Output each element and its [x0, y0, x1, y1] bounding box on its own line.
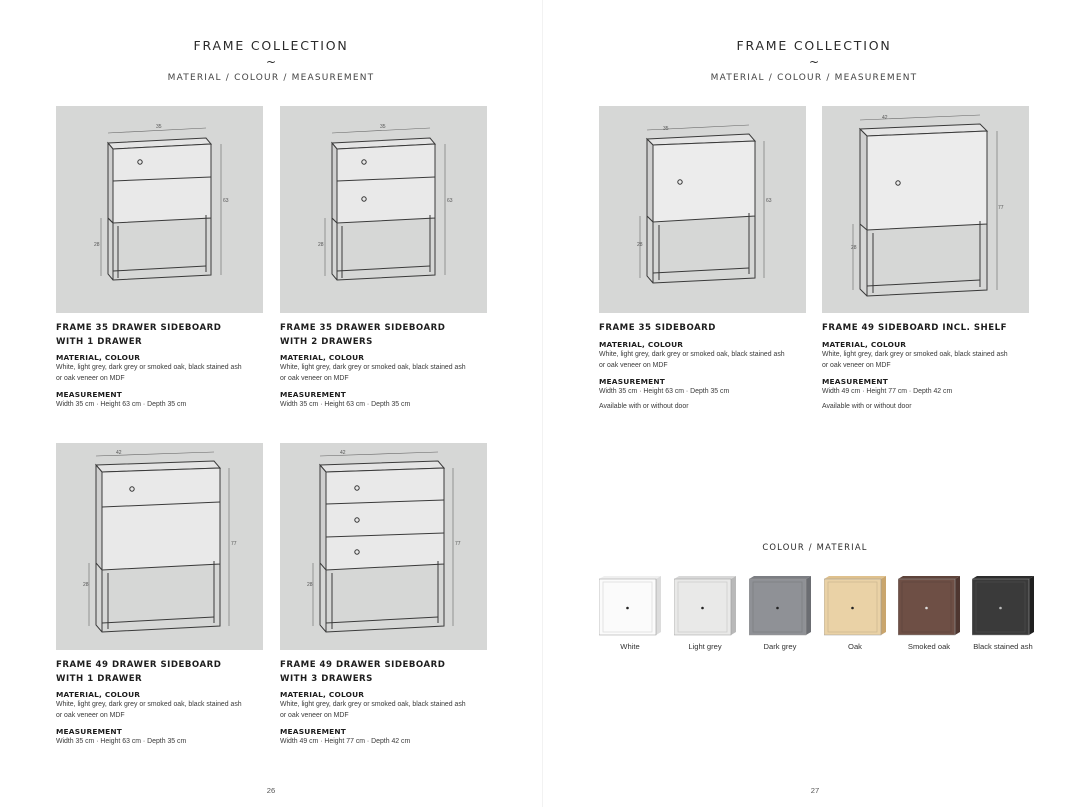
right-page-subtitle: MATERIAL / COLOUR / MEASUREMENT [710, 73, 918, 83]
material-label: MATERIAL, COLOUR [280, 690, 365, 699]
right-page-tilde: ~ [808, 55, 820, 69]
measurement-label: MEASUREMENT [280, 727, 347, 736]
spread-divider [542, 0, 543, 807]
product-card [280, 443, 487, 747]
material-line2: or oak veneer on MDF [280, 375, 349, 382]
dim-left-label: 28 [637, 242, 643, 248]
material-line2: or oak veneer on MDF [56, 712, 125, 719]
colour-swatch [674, 576, 736, 651]
product-title-line1: FRAME 49 DRAWER SIDEBOARD [56, 660, 222, 670]
product-drawing [280, 106, 487, 313]
product-drawing [56, 106, 263, 313]
measurement-text: Width 35 cm · Height 63 cm · Depth 35 cm [599, 387, 730, 395]
dim-right-label: 63 [223, 198, 229, 204]
dim-top-label: 35 [156, 124, 162, 130]
material-line1: White, light grey, dark grey or smoked oak, black stained ash [56, 701, 242, 708]
left-page-header [61, 38, 481, 83]
swatch-box [824, 576, 886, 636]
swatch-label: Light grey [688, 642, 722, 651]
dim-right-label: 77 [231, 541, 237, 547]
measurement-text: Width 35 cm · Height 63 cm · Depth 35 cm [56, 401, 187, 408]
colour-swatch [972, 576, 1034, 651]
product-card [280, 106, 487, 410]
availability-note: Available with or without door [599, 402, 689, 410]
left-page-tilde: ~ [265, 55, 277, 69]
left-page-title: FRAME COLLECTION [193, 38, 349, 53]
product-title-line1: FRAME 49 DRAWER SIDEBOARD [280, 660, 446, 670]
dim-top-label: 35 [663, 126, 669, 132]
product-title-line1: FRAME 35 DRAWER SIDEBOARD [280, 323, 446, 333]
swatch-label: Oak [848, 642, 862, 651]
material-label: MATERIAL, COLOUR [56, 690, 141, 699]
swatch-label: Smoked oak [907, 642, 951, 651]
material-label: MATERIAL, COLOUR [822, 339, 907, 349]
measurement-label: MEASUREMENT [599, 376, 666, 386]
material-line2: or oak veneer on MDF [599, 361, 668, 369]
frame-35-sideboard-drawing [599, 106, 806, 313]
material-line2: or oak veneer on MDF [280, 712, 349, 719]
swatch-cube [824, 576, 886, 636]
material-line1: White, light grey, dark grey or smoked oak, black stained ash [822, 350, 1008, 358]
dim-right-label: 77 [998, 205, 1004, 211]
measurement-label: MEASUREMENT [822, 376, 889, 386]
dim-left-label: 28 [851, 245, 857, 251]
product-title [280, 322, 487, 349]
dim-left-label: 28 [307, 582, 313, 588]
swatch-box [898, 576, 960, 636]
product-title [280, 659, 487, 686]
frame-49-one-drawer-drawing [56, 443, 263, 650]
product-title-line2: WITH 2 DRAWERS [280, 336, 373, 347]
right-page-header [604, 38, 1024, 83]
material-line2: or oak veneer on MDF [56, 375, 125, 382]
frame-35-one-drawer-drawing [56, 106, 263, 313]
product-drawing [56, 443, 263, 650]
right-page-title: FRAME COLLECTION [736, 38, 892, 53]
swatch-label: Black stained ash [973, 642, 1033, 651]
measurement-label: MEASUREMENT [56, 727, 123, 736]
product-title [822, 322, 1029, 336]
dim-top-label: 42 [340, 450, 346, 456]
swatch-box [599, 576, 661, 636]
swatch-cube [749, 576, 811, 636]
colour-swatch [824, 576, 886, 651]
dim-right-label: 77 [455, 541, 461, 547]
colour-swatch [898, 576, 960, 651]
swatch-cube [898, 576, 960, 636]
product-title-line1: FRAME 35 SIDEBOARD [599, 323, 716, 333]
measurement-label: MEASUREMENT [56, 390, 123, 399]
swatch-cube [972, 576, 1034, 636]
colour-swatch [599, 576, 661, 651]
product-card [599, 106, 806, 410]
material-label: MATERIAL, COLOUR [599, 339, 684, 349]
availability-note: Available with or without door [822, 402, 912, 410]
measurement-label: MEASUREMENT [280, 390, 347, 399]
measurement-text: Width 49 cm · Height 77 cm · Depth 42 cm [822, 387, 953, 395]
dim-right-label: 63 [447, 198, 453, 204]
swatch-box [972, 576, 1034, 636]
product-drawing [599, 106, 806, 313]
product-title-line2: WITH 1 DRAWER [56, 336, 143, 347]
product-title [56, 659, 263, 686]
product-card [56, 106, 263, 410]
product-drawing [822, 106, 1029, 313]
frame-49-sideboard-drawing [822, 106, 1029, 313]
dim-top-label: 35 [380, 124, 386, 130]
swatch-label: Dark grey [763, 642, 797, 651]
dim-left-label: 28 [83, 582, 89, 588]
measurement-text: Width 35 cm · Height 63 cm · Depth 35 cm [280, 401, 411, 408]
product-title-line2: WITH 3 DRAWERS [280, 673, 373, 684]
dim-right-label: 63 [766, 198, 772, 204]
material-label: MATERIAL, COLOUR [56, 353, 141, 362]
swatch-cube [599, 576, 661, 636]
swatch-box [674, 576, 736, 636]
material-line1: White, light grey, dark grey or smoked oak, black stained ash [280, 701, 466, 708]
measurement-text: Width 35 cm · Height 63 cm · Depth 35 cm [56, 738, 187, 745]
dim-top-label: 42 [882, 115, 888, 121]
colour-material-heading: COLOUR / MATERIAL [762, 542, 868, 552]
swatch-cube [674, 576, 736, 636]
measurement-text: Width 49 cm · Height 77 cm · Depth 42 cm [280, 738, 411, 745]
frame-35-two-drawers-drawing [280, 106, 487, 313]
swatch-box [749, 576, 811, 636]
left-page-subtitle: MATERIAL / COLOUR / MEASUREMENT [167, 73, 375, 83]
dim-left-label: 28 [318, 242, 324, 248]
product-title [56, 322, 263, 349]
product-title-line1: FRAME 35 DRAWER SIDEBOARD [56, 323, 222, 333]
frame-49-three-drawers-drawing [280, 443, 487, 650]
material-label: MATERIAL, COLOUR [280, 353, 365, 362]
product-title-line1: FRAME 49 SIDEBOARD INCL. SHELF [822, 323, 1007, 333]
product-title-line2: WITH 1 DRAWER [56, 673, 143, 684]
material-line1: White, light grey, dark grey or smoked oak, black stained ash [599, 350, 785, 358]
left-page-number: 26 [266, 786, 276, 795]
dim-top-label: 42 [116, 450, 122, 456]
product-title [599, 322, 806, 336]
material-line2: or oak veneer on MDF [822, 361, 891, 369]
product-card [56, 443, 263, 747]
material-line1: White, light grey, dark grey or smoked oak, black stained ash [280, 364, 466, 371]
right-page-number: 27 [810, 786, 820, 795]
product-card [822, 106, 1029, 410]
colour-swatch [749, 576, 811, 651]
material-line1: White, light grey, dark grey or smoked oak, black stained ash [56, 364, 242, 371]
swatch-label: White [620, 642, 640, 651]
dim-left-label: 28 [94, 242, 100, 248]
product-drawing [280, 443, 487, 650]
